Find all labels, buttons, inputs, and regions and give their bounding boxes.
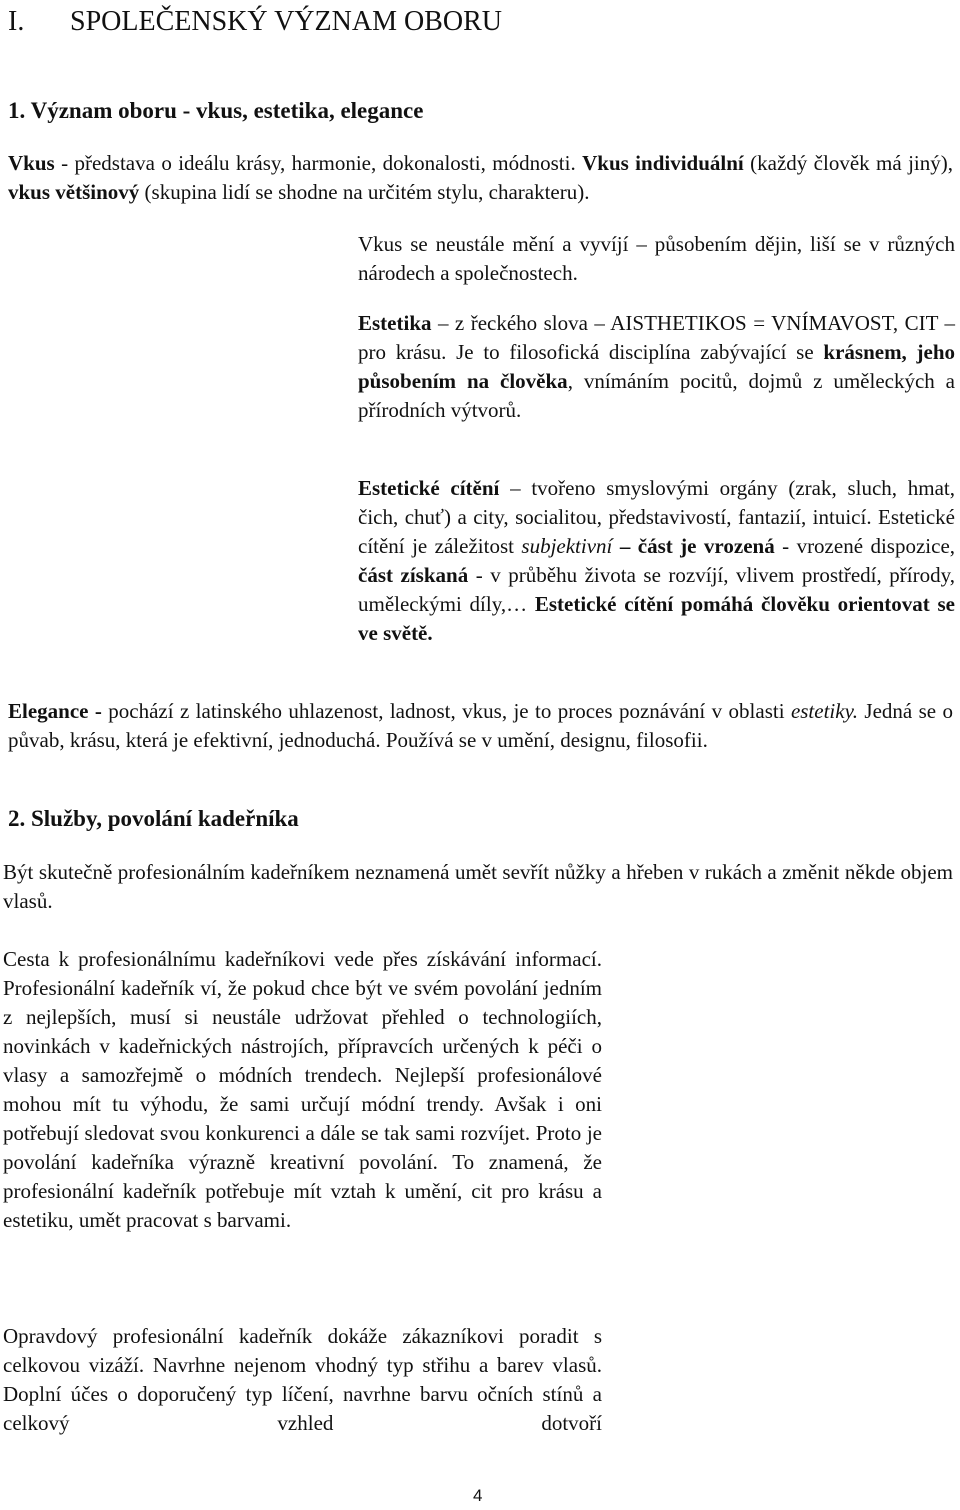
term-estetiky: estetiky. [790,699,858,723]
term-orientace: Estetické cítění pomáhá člověku orientovat se ve světě. [358,592,955,645]
term-cast-ziskana: část získaná [358,563,469,587]
term-cast-vrozena: – část je vrozená [612,534,775,558]
chapter-title [8,4,502,40]
section-1-heading: 1. Význam oboru - vkus, estetika, elegance [8,98,424,123]
term-elegance: Elegance - [8,699,102,723]
text-span: - v průběhu života se rozvíjí, vlivem prostředí, přírody, uměleckými díly,… [358,563,955,616]
text-span: - vrozené dispozice, [774,534,956,558]
page-number: 4 [473,1486,483,1505]
text-span: (každý člověk má jiný), [743,151,953,175]
term-krasno: krásnem, jeho působením na člověka [358,340,955,393]
term-esteticke-citeni: Estetické cítění [358,476,500,500]
term-vkus: Vkus [8,151,55,175]
paragraph-byt-kadernikem: Být skutečně profesionálním kadeřníkem neznamená umět sevřít nůžky a hřeben v rukách a změnit někde objem vlasů. [3,860,953,913]
paragraph-elegance [8,697,953,755]
chapter-title-text: SPOLEČENSKÝ VÝZNAM OBORU [70,6,502,37]
paragraph-vkus-meni: Vkus se neustále mění a vyvíjí – působením dějin, liší se v různých národech a společnostech. [358,232,955,285]
paragraph-estetika [358,309,955,425]
paragraph-esteticke-citeni [358,474,955,648]
term-subjektivni: subjektivní [521,534,613,558]
text-span: – z řeckého slova – AISTHETIKOS = VNÍMAVOST, CIT – pro krásu. Je to filosofická disciplína zabývající se [358,311,955,364]
paragraph-vkus [8,149,953,207]
text-span: – tvořeno smyslovými orgány (zrak, sluch, hmat, čich, chuť) a city, socialitou, představivostí, fantazií, intuicí. Estetické cítění je záležitost [358,476,956,558]
term-vkus-individualni: Vkus individuální [582,151,744,175]
paragraph-opravdovy-profesional: Opravdový profesionální kadeřník dokáže zákazníkovi poradit s celkovou vizáží. Navrhne nejenom vhodný typ střihu a barev vlasů. Doplní účes o doporučený typ líčení, navrhne barvu očních stínů a celkový vzhled dotvoří [3,1324,602,1435]
term-estetika: Estetika [358,311,432,335]
text-span: (skupina lidí se shodne na určitém stylu, charakteru). [139,180,590,204]
text-span: pochází z latinského uhlazenost, ladnost, vkus, je to proces poznávání v oblasti [101,699,791,723]
text-span: Jedná se o půvab, krásu, která je efektivní, jednoduchá. Používá se v umění, designu, filosofii. [8,699,953,752]
text-span: , vnímáním pocitů, dojmů z uměleckých a přírodních výtvorů. [358,369,956,422]
chapter-number: I. [8,6,25,37]
text-span: - představa o ideálu krásy, harmonie, dokonalosti, módnosti. [54,151,583,175]
section-2-heading: 2. Služby, povolání kadeřníka [8,806,299,831]
term-vkus-vetsinovy: vkus většinový [8,180,140,204]
paragraph-cesta-k-profesionalnimu: Cesta k profesionálnímu kadeřníkovi vede přes získávání informací. Profesionální kadeřník ví, že pokud chce být ve svém povolání jedním z nejlepších, musí si neustále udržovat přehled o technologiích, novinkách v kadeřnických nástrojích, přípravcích určených k péči o vlasy a samozřejmě o módních trendech. Nejlepší profesionálové mohou mít tu výhodu, že sami určují módní trendy. Avšak i oni potřebují sledovat svou konkurenci a dále se tak sami rozvíjet. Proto je povolání kadeřníka výrazně kreativní povolání. To znamená, že profesionální kadeřník potřebuje mít vztah k umění, cit pro krásu a estetiku, umět pracovat s barvami. [3,947,602,1232]
